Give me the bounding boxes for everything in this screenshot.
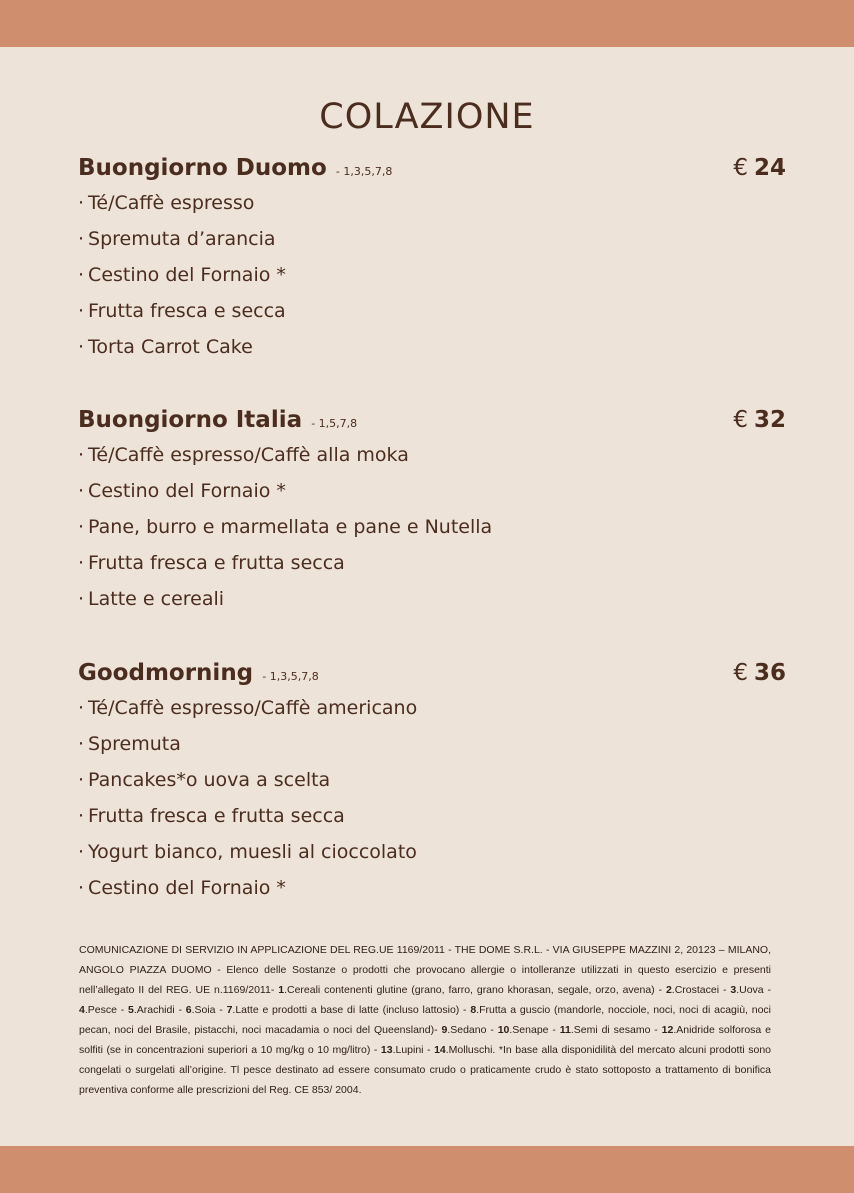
currency-symbol: € [733, 155, 748, 181]
menu-section-buongiorno-duomo [78, 155, 786, 365]
list-item: · Cestino del Fornaio * [78, 870, 786, 906]
list-item: · Té/Caffè espresso/Caffè americano [78, 690, 786, 726]
bottom-decorative-band [0, 1146, 854, 1193]
section-items [78, 690, 786, 906]
allergen-number: 4 [79, 1004, 85, 1016]
allergen-number: 14 [434, 1044, 446, 1056]
list-item: · Cestino del Fornaio * [78, 257, 786, 293]
section-allergens: - 1,3,5,7,8 [335, 165, 393, 178]
allergen-text: .Lupini - [392, 1044, 435, 1056]
allergen-number: 7 [226, 1004, 233, 1016]
list-item: · Té/Caffè espresso [78, 185, 786, 221]
allergen-number: 13 [380, 1044, 393, 1056]
allergen-number: 10 [497, 1024, 510, 1036]
section-name: Goodmorning [78, 660, 254, 686]
menu-section-buongiorno-italia [78, 407, 786, 617]
list-item: · Frutta fresca e secca [78, 293, 786, 329]
list-item: · Torta Carrot Cake [78, 329, 786, 365]
section-allergens: - 1,5,7,8 [311, 417, 358, 430]
allergen-disclaimer [79, 940, 771, 1100]
section-price [733, 660, 786, 686]
menu-section-goodmorning [78, 660, 786, 906]
price-amount: 36 [753, 660, 786, 686]
top-decorative-band [0, 0, 854, 47]
list-item: · Frutta fresca e frutta secca [78, 798, 786, 834]
section-header [78, 660, 786, 690]
allergen-text: .Arachidi - [133, 1004, 186, 1016]
allergen-text: .Molluschi. [445, 1044, 499, 1056]
list-item: · Frutta fresca e frutta secca [78, 545, 786, 581]
section-name: Buongiorno Italia [78, 407, 303, 433]
list-item: · Spremuta d’arancia [78, 221, 786, 257]
menu-title: COLAZIONE [319, 97, 535, 138]
currency-symbol: € [733, 660, 748, 686]
list-item: · Yogurt bianco, muesli al cioccolato [78, 834, 786, 870]
section-name: Buongiorno Duomo [78, 155, 327, 181]
allergen-number: 6 [185, 1004, 192, 1016]
allergen-text: .Frutta a guscio (mandorle, nocciole, noci, noci di acagiù, noci pecan, noci del Brasile, pistacchi, noci macadamia o noci del Queensland)- [79, 1004, 772, 1036]
price-amount: 24 [753, 155, 786, 181]
disclaimer-intro: COMUNICAZIONE DI SERVIZIO IN APPLICAZIONE DEL REG.UE 1169/2011 - THE DOME S.R.L. - VIA GIUSEPPE MAZZINI 2, 20123 – MILANO, ANGOLO PIAZZA DUOMO - Elenco delle Sostanze o prodotti che provocano allergie o intolleranze utilizzati in questo esercizio e presenti nell’allegato II del REG. UE n.1169/2011- [79, 944, 771, 996]
allergen-number: 5 [127, 1004, 134, 1016]
disclaimer-outro: *In base alla disponidilità del mercato alcuni prodotti sono congelati o surgelati all’origine. Tl pesce destinato ad essere consumato crudo o praticamente crudo è stato sottoposto a trattamento di bonifica preventiva conforme alle prescrizioni del Reg. CE 853/ 2004. [79, 1044, 771, 1096]
allergen-text: .Uova - [736, 984, 772, 996]
allergen-number: 1 [278, 984, 285, 996]
allergen-number: 3 [730, 984, 737, 996]
list-item: · Pane, burro e marmellata e pane e Nutella [78, 509, 786, 545]
section-price [733, 155, 786, 181]
allergen-text: .Sedano - [447, 1024, 498, 1036]
allergen-number: 9 [441, 1024, 448, 1036]
allergen-number: 8 [470, 1004, 477, 1016]
allergen-text: .Senape - [509, 1024, 560, 1036]
allergen-text: .Soia - [191, 1004, 227, 1016]
allergen-text: .Crostacei - [671, 984, 731, 996]
section-price [733, 407, 786, 433]
allergen-text: .Cereali contenenti glutine (grano, farro, grano khorasan, segale, orzo, avena) - [284, 984, 666, 996]
allergen-number: 2 [665, 984, 672, 996]
allergen-text: .Anidride solforosa e solfiti (se in concentrazioni superiori a 10 mg/kg o 10 mg/litro) - [79, 1024, 771, 1056]
allergen-number: 11 [559, 1024, 571, 1036]
allergen-number: 12 [661, 1024, 674, 1036]
list-item: · Té/Caffè espresso/Caffè alla moka [78, 437, 786, 473]
list-item: · Spremuta [78, 726, 786, 762]
section-allergens: - 1,3,5,7,8 [262, 670, 319, 683]
section-header [78, 407, 786, 437]
section-items [78, 185, 786, 365]
currency-symbol: € [733, 407, 748, 433]
section-header [78, 155, 786, 185]
allergen-text: .Latte e prodotti a base di latte (incluso lattosio) - [232, 1004, 471, 1016]
list-item: · Cestino del Fornaio * [78, 473, 786, 509]
allergen-text: .Semi di sesamo - [570, 1024, 662, 1036]
section-items [78, 437, 786, 617]
allergen-text: .Pesce - [84, 1004, 128, 1016]
list-item: · Pancakes*o uova a scelta [78, 762, 786, 798]
list-item: · Latte e cereali [78, 581, 786, 617]
price-amount: 32 [753, 407, 786, 433]
